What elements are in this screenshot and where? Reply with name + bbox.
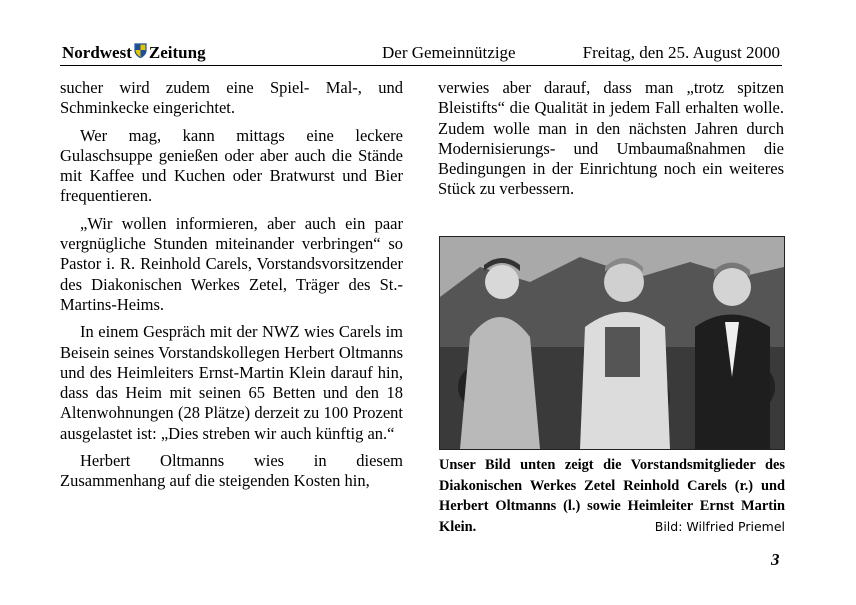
- paragraph: Wer mag, kann mittags eine leckere Gulaschsuppe genießen oder aber auch die Stände mit Kaffee und Kuchen oder Bratwurst und Bier frequentieren.: [60, 125, 403, 206]
- paragraph: sucher wird zudem eine Spiel- Mal-, und Schminkecke eingerichtet.: [60, 78, 403, 118]
- newspaper-name: [62, 43, 206, 63]
- paragraph: In einem Gespräch mit der NWZ wies Carels im Beisein seines Vorstandskollegen Herbert Oltmanns und des Heimleiters Ernst-Martin Klein darauf hin, dass das Heim mit seinen 65 Betten und den 18 Altenwohnungen (28 Plätze) derzeit zu 100 Prozent ausgelastet ist: „Dies streben wir auch künftig an.“: [60, 322, 403, 443]
- news-photo: [439, 236, 785, 450]
- issue-date: Freitag, den 25. August 2000: [582, 43, 780, 62]
- paragraph: Herbert Oltmanns wies in diesem Zusammenhang auf die steigenden Kosten hin,: [60, 451, 403, 491]
- newspaper-name-right: Zeitung: [148, 43, 206, 62]
- newspaper-name-left: Nordwest: [62, 43, 132, 62]
- right-column: [438, 78, 784, 200]
- masthead: [60, 43, 782, 66]
- photo-caption: [439, 455, 785, 537]
- photo-credit: Bild: Wilfried Priemel: [654, 518, 785, 534]
- paragraph: „Wir wollen informieren, aber auch ein paar vergnügliche Stunden miteinander verbringen“ so Pastor i. R. Reinhold Carels, Vorstandsvorsitzender des Diakonischen Werkes Zetel, Träger des St.-Martins-Heims.: [60, 213, 403, 314]
- coat-of-arms-icon: [132, 43, 149, 63]
- page-number: 3: [771, 550, 780, 569]
- caption-text: Unser Bild unten zeigt die Vorstandsmitglieder des Diakonischen Werkes Zetel Reinhold Carels (r.) und Herbert Oltmanns (l.) sowie Heimleiter Ernst Martin Klein.: [439, 457, 785, 535]
- paragraph: verwies aber darauf, dass man „trotz spitzen Bleistifts“ die Qualität in jedem Fall erhalten wolle. Zudem wolle man in den nächsten Jahren durch Modernisierungs- und Umbaumaßnahmen die Bedingungen in der Einrichtung noch ein weiteres Stück zu verbessern.: [438, 78, 784, 199]
- section-title: Der Gemeinnützige: [382, 43, 516, 62]
- left-column: [60, 78, 403, 492]
